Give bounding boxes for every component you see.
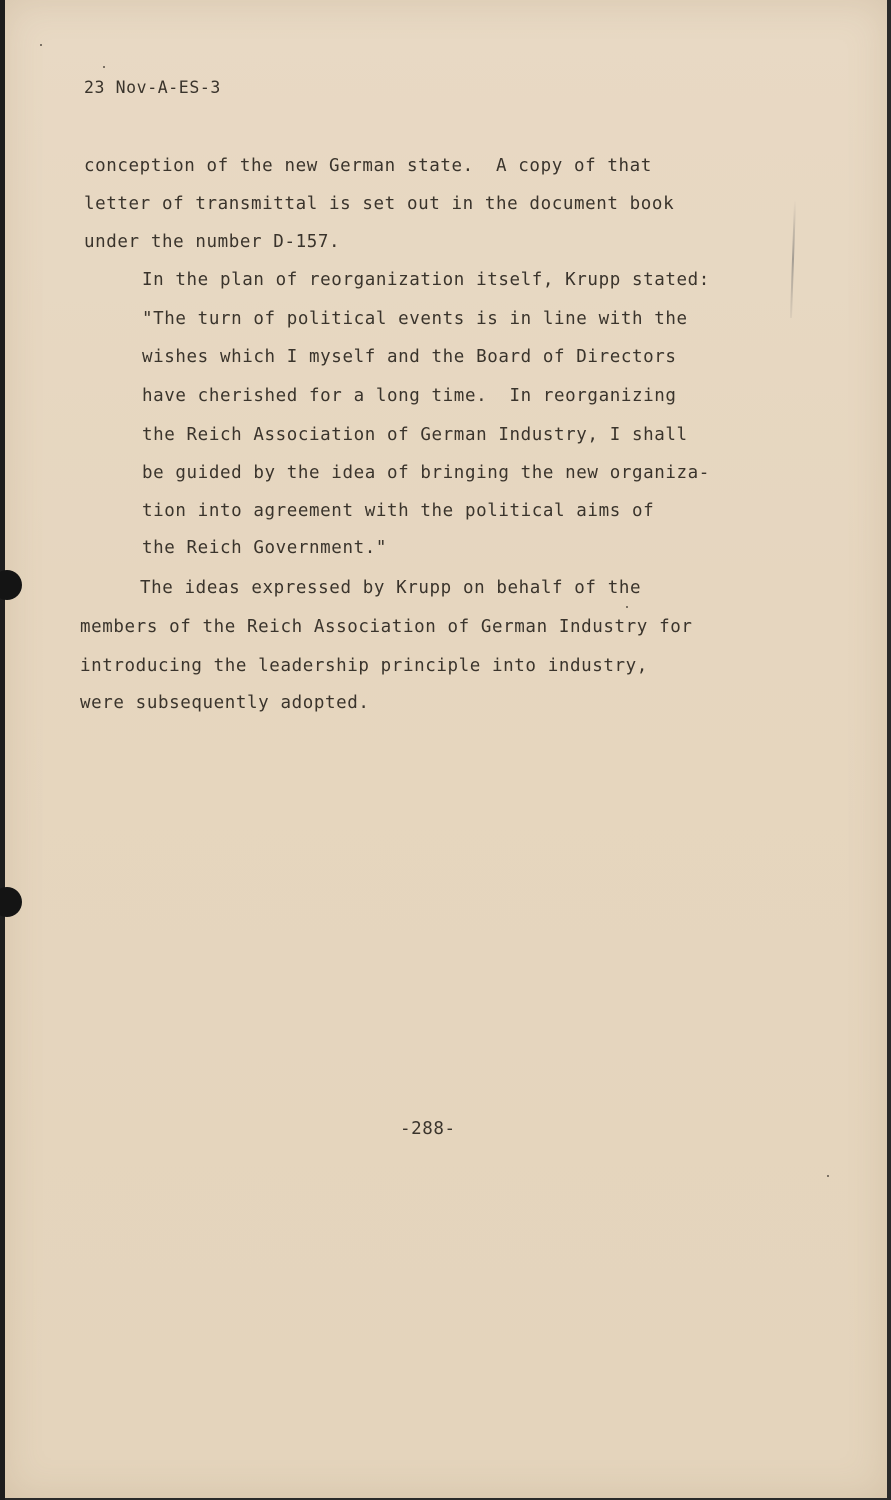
quote-line: tion into agreement with the political aims of [142, 501, 655, 521]
quote-line: "The turn of political events is in line with the [142, 309, 688, 329]
paper-speck [827, 1175, 829, 1177]
quote-line: the Reich Government." [142, 538, 387, 558]
quote-line: the Reich Association of German Industry, I shall [142, 425, 688, 445]
text-line: conception of the new German state. A copy of that [84, 156, 652, 176]
quote-line: have cherished for a long time. In reorganizing [142, 386, 677, 406]
text-line: The ideas expressed by Krupp on behalf of the [140, 578, 642, 598]
document-code: 23 Nov-A-ES-3 [84, 78, 221, 97]
text-line: introducing the leadership principle into industry, [80, 656, 648, 676]
quote-line: be guided by the idea of bringing the new organiza- [142, 463, 710, 483]
text-line: under the number D-157. [84, 232, 341, 252]
paper-speck [103, 66, 105, 68]
paper-speck [40, 44, 42, 46]
paper-speck [626, 606, 628, 608]
page-left-edge [0, 0, 5, 1500]
text-line: letter of transmittal is set out in the document book [84, 194, 675, 214]
document-page [4, 0, 887, 1498]
pencil-margin-mark [790, 200, 796, 318]
text-line: members of the Reich Association of German Industry for [80, 617, 693, 637]
page-number: -288- [400, 1119, 456, 1139]
quote-line: wishes which I myself and the Board of Directors [142, 347, 677, 367]
text-line: In the plan of reorganization itself, Krupp stated: [142, 270, 710, 290]
text-line: were subsequently adopted. [80, 693, 370, 713]
